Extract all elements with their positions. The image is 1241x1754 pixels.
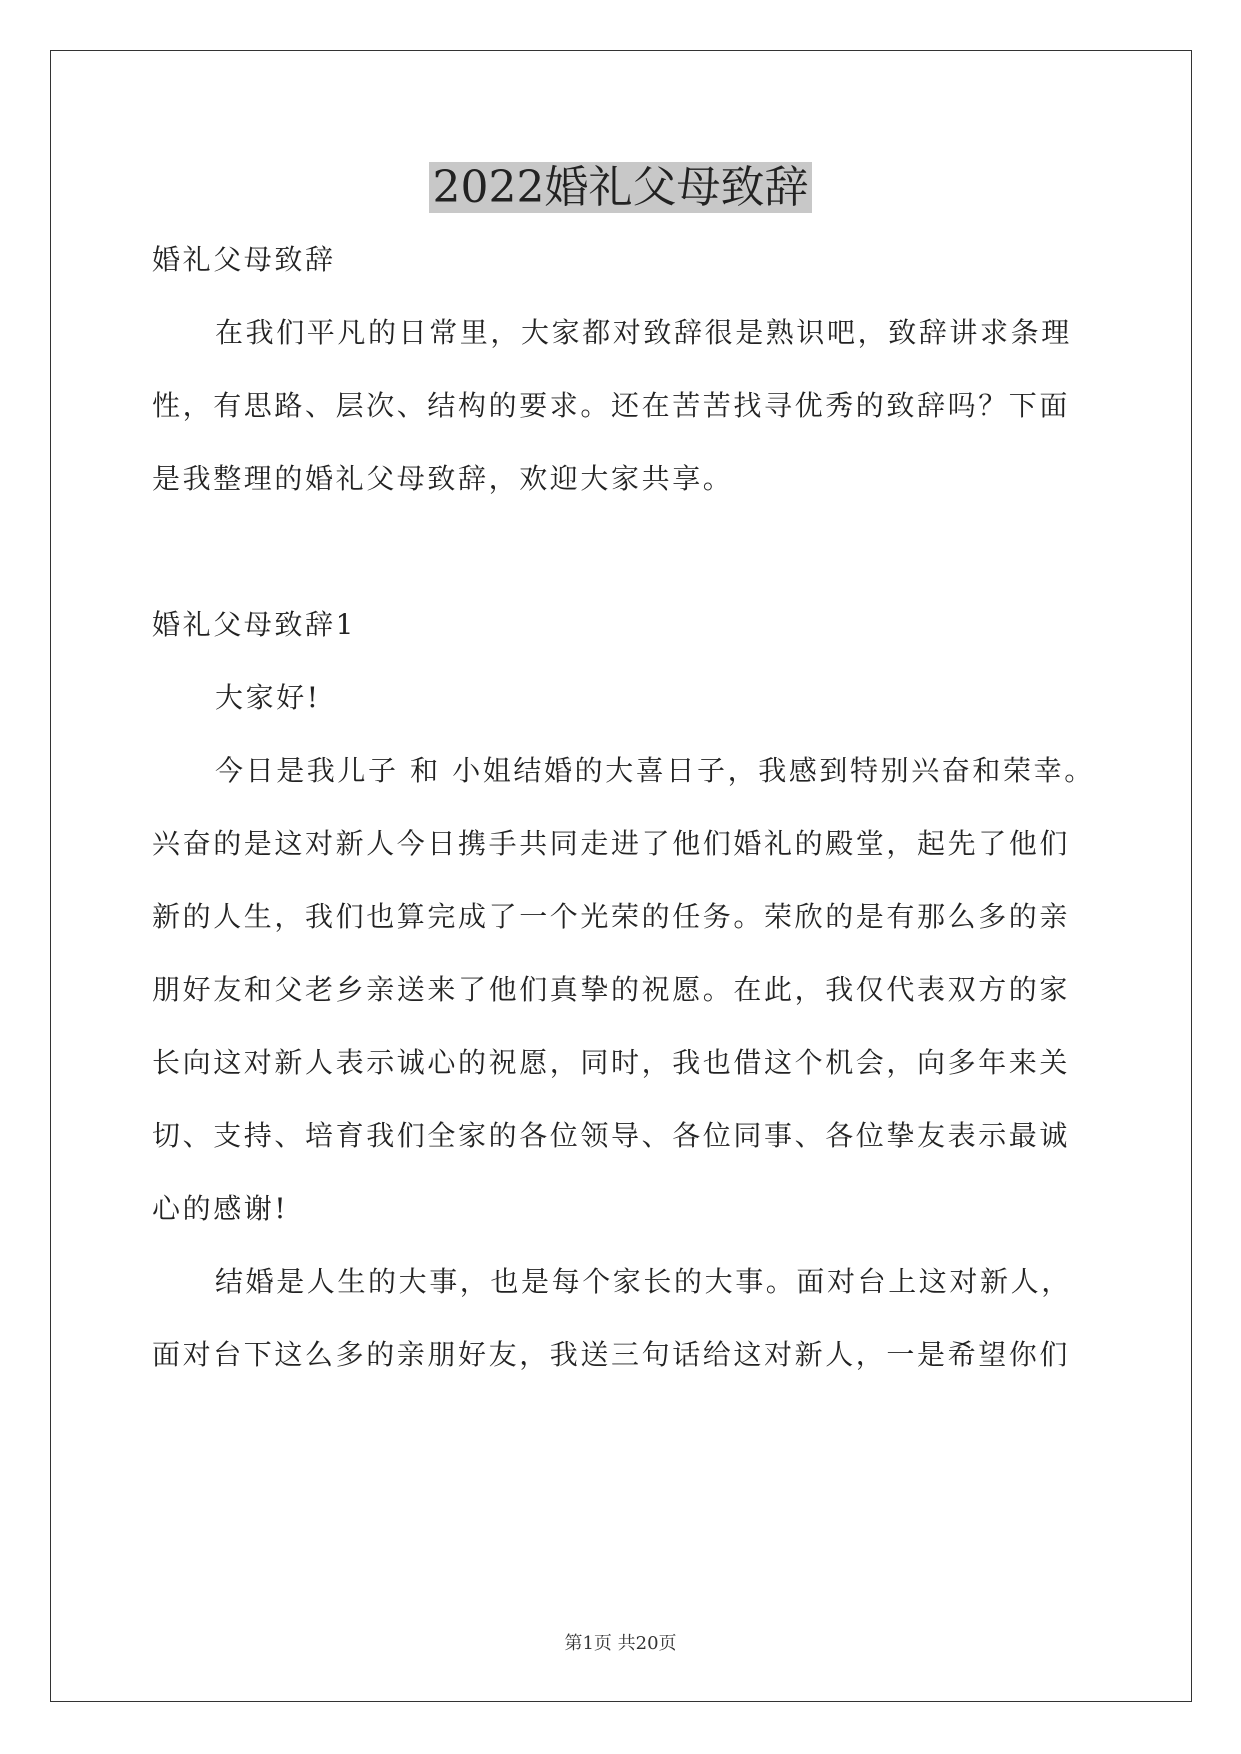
paragraph-line: 朋好友和父老乡亲送来了他们真挚的祝愿。在此，我仅代表双方的家 [152, 973, 1071, 1006]
paragraph-line: 今日是我儿子 和 小姐结婚的大喜日子，我感到特别兴奋和荣幸。 [215, 754, 1095, 787]
paragraph-line: 结婚是人生的大事，也是每个家长的大事。面对台上这对新人， [215, 1265, 1072, 1298]
paragraph-line: 新的人生，我们也算完成了一个光荣的任务。荣欣的是有那么多的亲 [152, 900, 1071, 933]
section-heading: 婚礼父母致辞1 [152, 608, 357, 641]
paragraph-line: 在我们平凡的日常里，大家都对致辞很是熟识吧，致辞讲求条理 [215, 316, 1072, 349]
paragraph-line: 切、支持、培育我们全家的各位领导、各位同事、各位挚友表示最诚 [152, 1119, 1071, 1152]
page-border [50, 50, 1192, 1702]
paragraph-line: 兴奋的是这对新人今日携手共同走进了他们婚礼的殿堂，起先了他们 [152, 827, 1071, 860]
paragraph-line: 长向这对新人表示诚心的祝愿，同时，我也借这个机会，向多年来关 [152, 1046, 1071, 1079]
paragraph-line: 是我整理的婚礼父母致辞，欢迎大家共享。 [152, 462, 734, 495]
document-title-text: 2022婚礼父母致辞 [429, 162, 813, 213]
section-heading: 婚礼父母致辞 [152, 243, 336, 276]
document-title [0, 158, 1241, 218]
paragraph-line: 大家好! [215, 681, 321, 714]
paragraph-line: 性，有思路、层次、结构的要求。还在苦苦找寻优秀的致辞吗？下面 [152, 389, 1071, 422]
paragraph-line: 心的感谢! [152, 1192, 289, 1225]
page-footer: 第1页 共20页 [564, 1633, 677, 1654]
paragraph-line: 面对台下这么多的亲朋好友，我送三句话给这对新人，一是希望你们 [152, 1338, 1071, 1371]
